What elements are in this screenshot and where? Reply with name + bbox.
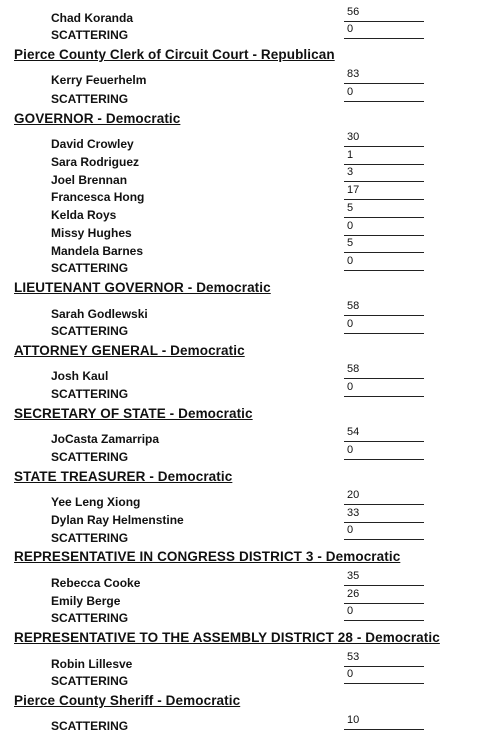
vote-count: 0: [344, 383, 424, 397]
race-heading: Pierce County Clerk of Circuit Court - Republican: [14, 47, 335, 62]
candidate-name: SCATTERING: [51, 611, 129, 625]
vote-count: 0: [344, 320, 424, 334]
candidate-name: JoCasta Zamarripa: [51, 432, 160, 446]
vote-count: 33: [344, 509, 424, 523]
candidate-name: SCATTERING: [51, 28, 129, 42]
candidate-name: SCATTERING: [51, 387, 129, 401]
vote-count: 0: [344, 526, 424, 540]
candidate-name: SCATTERING: [51, 450, 129, 464]
vote-count: 58: [344, 302, 424, 316]
vote-count: 53: [344, 653, 424, 667]
race-heading: REPRESENTATIVE TO THE ASSEMBLY DISTRICT 28 - Democratic: [14, 630, 440, 645]
candidate-name: SCATTERING: [51, 674, 129, 688]
race-heading: STATE TREASURER - Democratic: [14, 469, 233, 484]
candidate-name: Francesca Hong: [51, 190, 145, 204]
vote-count: 20: [344, 491, 424, 505]
vote-count: 0: [344, 257, 424, 271]
vote-count: 30: [344, 133, 424, 147]
vote-count: 54: [344, 428, 424, 442]
vote-count: 5: [344, 239, 424, 253]
candidate-name: Missy Hughes: [51, 226, 132, 240]
race-heading: Pierce County Sheriff - Democratic: [14, 693, 241, 708]
candidate-name: SCATTERING: [51, 719, 129, 733]
candidate-name: Mandela Barnes: [51, 244, 144, 258]
vote-count: 0: [344, 88, 424, 102]
candidate-name: Robin Lillesve: [51, 657, 133, 671]
vote-count: 5: [344, 204, 424, 218]
race-heading: REPRESENTATIVE IN CONGRESS DISTRICT 3 - Democratic: [14, 549, 401, 564]
candidate-name: Yee Leng Xiong: [51, 495, 141, 509]
vote-count: 56: [344, 8, 424, 22]
vote-count: 0: [344, 670, 424, 684]
candidate-name: Chad Koranda: [51, 11, 134, 25]
vote-count: 0: [344, 25, 424, 39]
race-heading: ATTORNEY GENERAL - Democratic: [14, 343, 245, 358]
race-heading: LIEUTENANT GOVERNOR - Democratic: [14, 280, 271, 295]
candidate-name: Joel Brennan: [51, 173, 128, 187]
vote-count: 0: [344, 446, 424, 460]
candidate-name: Rebecca Cooke: [51, 576, 141, 590]
vote-count: 26: [344, 590, 424, 604]
candidate-name: SCATTERING: [51, 261, 129, 275]
candidate-name: Sara Rodriguez: [51, 155, 140, 169]
candidate-name: SCATTERING: [51, 324, 129, 338]
candidate-name: David Crowley: [51, 137, 134, 151]
candidate-name: Emily Berge: [51, 594, 121, 608]
candidate-name: Sarah Godlewski: [51, 307, 148, 321]
candidate-name: Josh Kaul: [51, 369, 109, 383]
vote-count: 3: [344, 168, 424, 182]
candidate-name: SCATTERING: [51, 92, 129, 106]
vote-count: 1: [344, 151, 424, 165]
vote-count: 58: [344, 365, 424, 379]
race-heading: GOVERNOR - Democratic: [14, 111, 181, 126]
vote-count: 0: [344, 222, 424, 236]
vote-count: 17: [344, 186, 424, 200]
candidate-name: Kelda Roys: [51, 208, 117, 222]
candidate-name: SCATTERING: [51, 531, 129, 545]
vote-count: 35: [344, 572, 424, 586]
vote-count: 0: [344, 607, 424, 621]
candidate-name: Kerry Feuerhelm: [51, 73, 147, 87]
candidate-name: Dylan Ray Helmenstine: [51, 513, 184, 527]
race-heading: SECRETARY OF STATE - Democratic: [14, 406, 253, 421]
vote-count: 10: [344, 716, 424, 730]
vote-count: 83: [344, 70, 424, 84]
